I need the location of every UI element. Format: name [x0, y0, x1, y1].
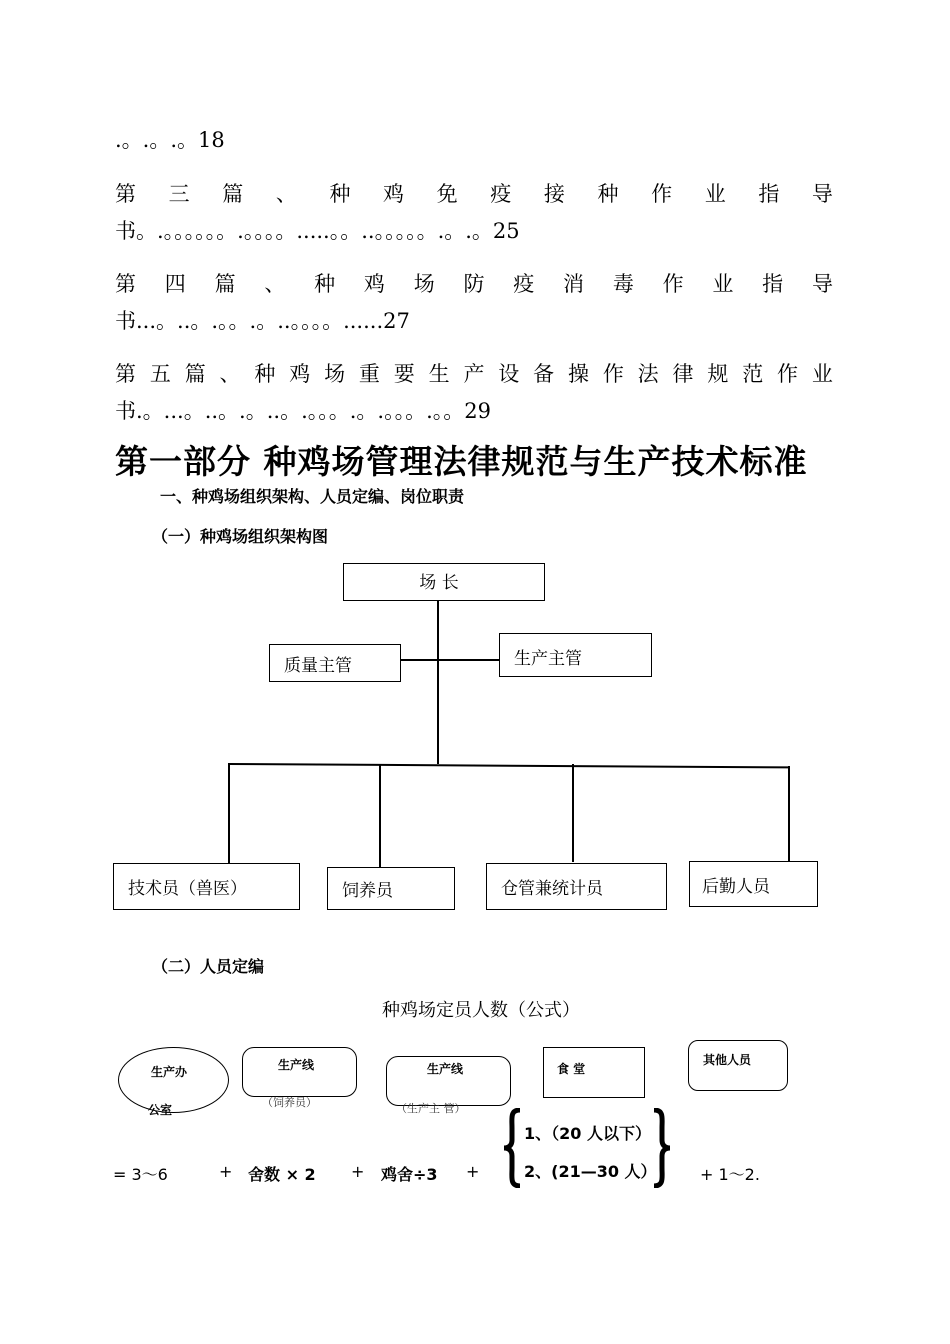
org-connector-horizontal [400, 659, 500, 661]
org-drop-warehouse [572, 764, 574, 862]
toc-title-char: 要 [393, 362, 415, 386]
toc-title-char: 第 [115, 182, 136, 206]
subsection-heading-1a: （一）种鸡场组织架构图 [152, 527, 329, 546]
formula-brace-line-2: 2、(21—30 人） [524, 1162, 657, 1181]
toc-title-char: 作 [662, 272, 684, 296]
toc-entry-5-title [115, 358, 833, 388]
toc-title-char: 作 [602, 362, 624, 386]
toc-title-char: 防 [463, 272, 485, 296]
toc-title-char: 篇 [222, 182, 244, 206]
toc-title-char: 篇 [214, 272, 236, 296]
toc-title-char: 接 [543, 182, 565, 206]
section-title: 第一部分 种鸡场管理法律规范与生产技术标准 [115, 442, 808, 481]
formula-plus-2: + [351, 1162, 365, 1181]
subsection-heading-1: 一、种鸡场组织架构、人员定编、岗位职责 [160, 487, 465, 506]
toc-title-char: 种 [329, 182, 351, 206]
toc-title-char: 指 [762, 272, 784, 296]
toc-entry-3-leader: 书。.。。。。。。.。。。。.....。。..。。。。。.。.。25 [115, 219, 520, 243]
toc-title-char: 业 [811, 362, 833, 386]
org-box-production [499, 633, 652, 677]
subsection-heading-1b: （二）人员定编 [152, 957, 265, 976]
formula-note-feeder: （饲养员） [262, 1096, 317, 1109]
org-box-feeder [327, 867, 455, 910]
org-box-tech [113, 863, 300, 910]
toc-entry-3-title [115, 178, 833, 208]
toc-title-char: 篇 [184, 362, 206, 386]
org-label-director: 场 长 [419, 573, 459, 593]
toc-title-char: 鸡 [383, 182, 405, 206]
formula-plus-3: + [466, 1162, 480, 1181]
toc-entry-4-title [115, 268, 833, 298]
formula-plus-1: + [219, 1162, 233, 1181]
formula-eq-start: = 3～6 [113, 1165, 168, 1184]
toc-title-char: 导 [811, 182, 833, 206]
toc-title-char: 操 [567, 362, 589, 386]
formula-caption: 种鸡场定员人数（公式） [382, 1000, 580, 1021]
toc-title-char: 、 [275, 182, 297, 206]
formula-label-office-b: 公室 [148, 1103, 173, 1117]
toc-title-char: 导 [811, 272, 833, 296]
formula-note-supervisor: （生产主 管） [396, 1102, 466, 1115]
toc-title-char: 、 [219, 362, 241, 386]
toc-title-char: 生 [428, 362, 450, 386]
toc-title-char: 鸡 [363, 272, 385, 296]
org-drop-logistics [788, 766, 790, 861]
toc-title-char: 第 [115, 272, 136, 296]
toc-title-char: 业 [704, 182, 726, 206]
toc-title-char: 指 [758, 182, 780, 206]
toc-line-tail: .。.。.。18 [115, 128, 225, 152]
toc-title-char: 备 [533, 362, 555, 386]
org-label-feeder: 饲养员 [342, 881, 393, 901]
formula-label-canteen: 食 堂 [557, 1062, 586, 1076]
toc-title-char: 设 [498, 362, 520, 386]
org-box-director [343, 563, 545, 601]
toc-entry-5-leader: 书.。...。..。.。..。.。。。.。.。。。.。。29 [115, 399, 491, 423]
toc-title-char: 场 [324, 362, 346, 386]
toc-title-char: 作 [777, 362, 799, 386]
toc-title-char: 范 [742, 362, 764, 386]
org-connector-vertical [437, 601, 439, 764]
toc-title-char: 作 [651, 182, 673, 206]
org-label-warehouse: 仓管兼统计员 [501, 879, 603, 899]
toc-title-char: 毒 [612, 272, 634, 296]
org-box-warehouse [486, 863, 667, 910]
org-label-logistics: 后勤人员 [702, 876, 770, 897]
formula-label-others: 其他人员 [703, 1053, 752, 1067]
formula-term-coops: 鸡舍÷3 [381, 1165, 438, 1184]
org-connector-branch [229, 763, 788, 768]
formula-label-line-feeder: 生产线 [278, 1058, 315, 1072]
toc-title-char: 三 [168, 182, 190, 206]
toc-title-char: 第 [115, 362, 136, 386]
toc-title-char: 重 [358, 362, 380, 386]
toc-entry-4-leader: 书...。..。.。。.。..。。。。......27 [115, 309, 410, 333]
org-drop-feeder [379, 764, 381, 867]
formula-label-office-a: 生产办 [151, 1065, 188, 1079]
toc-title-char: 场 [413, 272, 435, 296]
toc-title-char: 鸡 [289, 362, 311, 386]
org-box-logistics [689, 861, 818, 907]
formula-ellipse-office [118, 1047, 229, 1113]
formula-term-houses: 舍数 × 2 [248, 1165, 316, 1184]
org-drop-tech [228, 763, 230, 863]
org-label-quality: 质量主管 [284, 655, 352, 676]
toc-title-char: 四 [164, 272, 186, 296]
formula-label-line-supervisor: 生产线 [427, 1062, 464, 1076]
toc-title-char: 规 [707, 362, 729, 386]
left-brace-icon [500, 1108, 524, 1188]
toc-title-char: 、 [264, 272, 286, 296]
toc-title-char: 种 [314, 272, 336, 296]
toc-title-char: 五 [149, 362, 171, 386]
toc-title-char: 种 [254, 362, 276, 386]
toc-title-char: 疫 [513, 272, 535, 296]
toc-title-char: 产 [463, 362, 485, 386]
org-label-production: 生产主管 [514, 649, 582, 669]
toc-title-char: 消 [563, 272, 585, 296]
formula-eq-end: + 1～2. [700, 1165, 760, 1184]
toc-title-char: 法 [637, 362, 659, 386]
org-box-quality [269, 644, 401, 682]
formula-brace-line-1: 1、（20 人以下） [524, 1124, 651, 1143]
org-label-tech: 技术员（兽医） [128, 879, 247, 899]
toc-title-char: 免 [436, 182, 458, 206]
right-brace-icon [650, 1108, 674, 1188]
toc-title-char: 种 [597, 182, 619, 206]
toc-title-char: 疫 [490, 182, 512, 206]
toc-title-char: 业 [712, 272, 734, 296]
toc-title-char: 律 [672, 362, 694, 386]
